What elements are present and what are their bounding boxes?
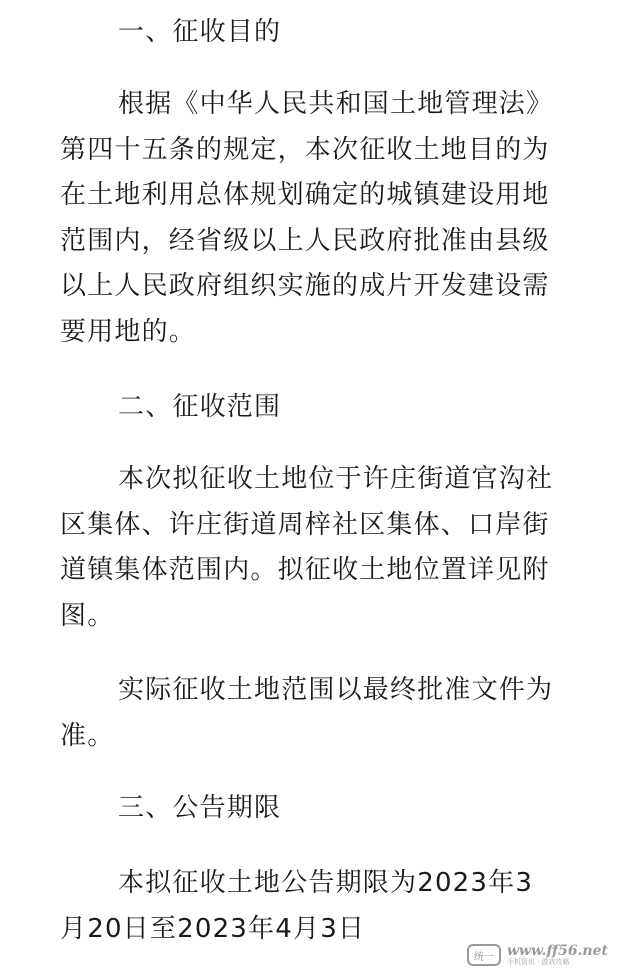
watermark-site: www.ff56.net [506,942,608,959]
site-watermark [467,944,608,967]
section-heading-period: 三、公告期限 [118,793,282,823]
section-heading-scope: 二、征收范围 [118,392,282,422]
watermark-logo-icon: 统一 [467,944,501,966]
watermark-tagline: 手机资讯 · 游戏攻略 [506,958,570,967]
section-scope-note-paragraph: 实际征收土地范围以最终批准文件为准。 [60,675,554,751]
watermark-text [507,944,608,967]
section-heading-purpose: 一、征收目的 [118,17,282,47]
section-period-paragraph: 本拟征收土地公告期限为2023年3月20日至2023年4月3日 [60,868,534,944]
section-purpose-paragraph: 根据《中华人民共和国土地管理法》第四十五条的规定，本次征收土地目的为在土地利用总体规划确定的城镇建设用地范围内，经省级以上人民政府批准由县级以上人民政府组织实施的成片开发建设需要用地的。 [60,89,554,347]
section-scope-paragraph: 本次拟征收土地位于许庄街道官沟社区集体、许庄街道周梓社区集体、口岸街道镇集体范围内。拟征收土地位置详见附图。 [60,464,554,631]
